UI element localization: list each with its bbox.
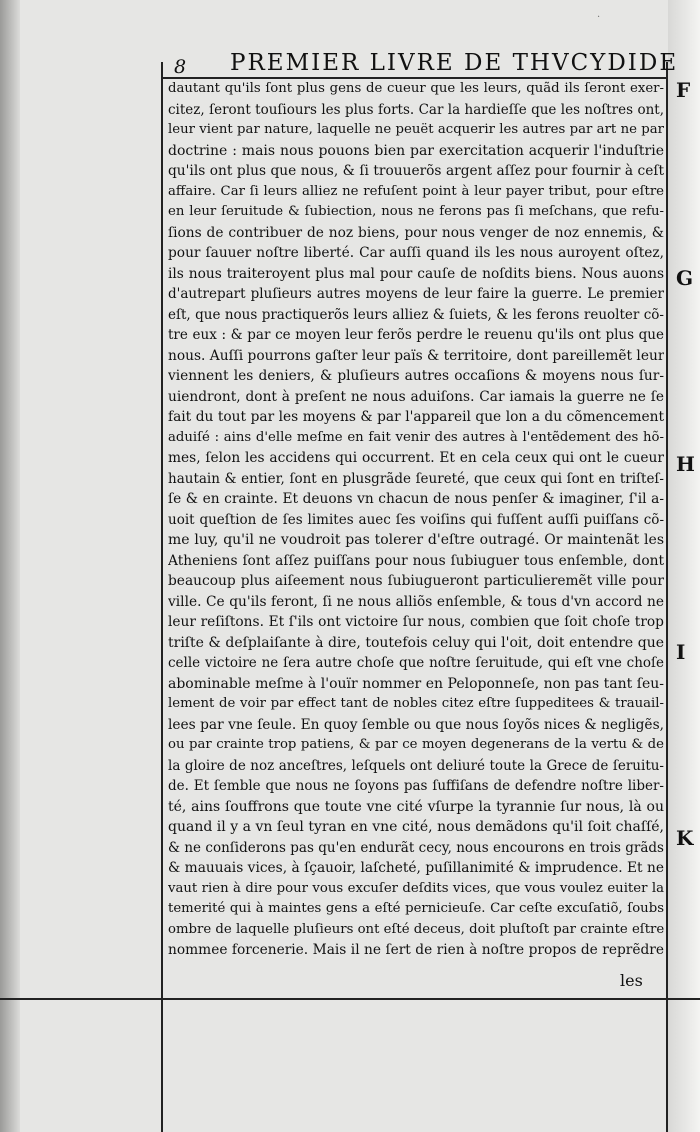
text-line: ou par crainte trop patiens, & par ce moyen degenerans de la vertu & de [168,737,664,752]
text-line: eſt, que nous practiquerõs leurs alliez & ſuiets, & les ferons reuolter cõ- [168,306,664,323]
text-line: leur vient par nature, laquelle ne peuët acquerir les autres par art ne par [168,122,664,137]
text-line: aduiſé : ains d'elle meſme en fait venir des autres à l'entẽdement des hõ- [168,429,664,445]
text-line: uoit queſtion de ſes limites auec ſes voiſins qui fuſſent auſſi puiſſans cõ- [168,511,664,528]
text-line: citez, ſeront touſiours les plus forts. Car la hardieſſe que les noſtres ont, [168,101,664,118]
text-line: d'autrepart pluſieurs autres moyens de leur faire la guerre. Le premier [168,286,664,302]
text-line: celle victoire ne ſera autre choſe que noſtre ſeruitude, qui eſt vne choſe [168,655,664,671]
page-number: 8 [174,56,187,78]
text-line: en leur ſeruitude & ſubiection, nous ne ferons pas ſi meſchans, que refu- [168,204,664,219]
text-line: ſions de contribuer de noz biens, pour nous venger de noz ennemis, & [168,224,664,241]
text-line: fait du tout par les moyens & par l'appareil que lon a du cõmencement [168,409,664,425]
text-line: mes, ſelon les accidens qui occurrent. Et en cela ceux qui ont le cueur [168,450,664,466]
text-line: la gloire de noz anceſtres, leſquels ont deliuré toute la Grece de ſeruitu- [168,757,664,774]
gutter-shadow [0,0,20,1132]
running-title: PREMIER LIVRE DE THVCYDIDE [230,50,679,76]
text-line: nommee forcenerie. Mais il ne ſert de rien à noſtre propos de reprẽdre [168,942,664,958]
text-line: & ne conſiderons pas qu'en endurãt cecy, nous encourons en trois grãds [168,839,664,856]
margin-letter-g: G [676,266,694,290]
text-line: ombre de laquelle pluſieurs ont eſté deceus, doit pluſtoſt par crainte eſtre [168,921,664,937]
text-line: lees par vne ſeule. En quoy ſemble ou que nous ſoyõs nices & negligẽs, [168,716,664,733]
text-line: tre eux : & par ce moyen leur ferõs perdre le reuenu qu'ils ont plus que [168,327,664,343]
page-edge [668,0,700,1132]
text-line: temerité qui à maintes gens a eſté pernicieuſe. Car ceſte excuſatiõ, ſoubs [168,901,664,916]
text-line: viennent les deniers, & pluſieurs autres occaſions & moyens nous ſur- [168,368,664,384]
text-line: ville. Ce qu'ils feront, ſi ne nous alliõs enſemble, & tous d'vn accord ne [168,593,664,610]
text-line: triſte & deſplaiſante à dire, toutefois celuy qui l'oit, doit entendre que [168,634,664,651]
text-line: quand il y a vn ſeul tyran en vne cité, nous demãdons qu'il ſoit chaſſé, [168,819,664,835]
text-line: pour ſauuer noſtre liberté. Car auſſi quand ils les nous auroyent oſtez, [168,245,664,261]
text-line: me luy, qu'il ne voudroit pas tolerer d'eſtre outragé. Or maintenãt les [168,532,664,548]
margin-letter-i: I [676,640,686,664]
body-text [168,79,664,961]
text-line: vaut rien à dire pour vous excuſer deſdits vices, que vous voulez euiter la [168,880,664,896]
text-line: leur reſiſtons. Et ſ'ils ont victoire ſur nous, combien que ſoit choſe trop [168,614,664,630]
text-line: Atheniens ſont aſſez puiſſans pour nous ſubiuguer tous enſemble, dont [168,552,664,569]
catchword: les [620,971,643,990]
text-line: doctrine : mais nous pouons bien par exercitation acquerir l'induſtrie [168,142,664,159]
text-line: de. Et ſemble que nous ne ſoyons pas ſuffiſans de defendre noſtre liber- [168,778,664,794]
ink-speck: · [597,12,601,23]
text-line: qu'ils ont plus que nous, & ſi trouuerõs argent aſſez pour fournir à ceſt [168,163,664,179]
margin-letter-f: F [676,78,691,102]
margin-letter-k: K [676,826,694,850]
left-margin-rule [161,62,163,1132]
text-line: dautant qu'ils ſont plus gens de cueur que les leurs, quãd ils ſeront exer- [168,81,664,96]
text-line: lement de voir par effect tant de nobles citez eſtre ſuppeditees & trauail- [168,696,664,711]
text-line: abominable meſme à l'ouïr nommer en Peloponneſe, non pas tant ſeu- [168,675,664,692]
text-line: beaucoup plus aiſeement nous ſubiugueront particulieremẽt ville pour [168,573,664,589]
text-line: té, ains ſouffrons que toute vne cité vſurpe la tyrannie ſur nous, là ou [168,798,664,815]
margin-letter-h: H [676,452,695,476]
text-line: uiendront, dont à preſent ne nous aduiſons. Car iamais la guerre ne ſe [168,388,664,405]
footer-rule [0,998,700,1000]
text-line: nous. Auſſi pourrons gaſter leur païs & territoire, dont pareillemẽt leur [168,347,664,364]
text-line: ils nous traiteroyent plus mal pour cauſe de noſdits biens. Nous auons [168,265,664,282]
text-line: hautain & entier, ſont en plusgrãde ſeureté, que ceux qui ſont en triſteſ- [168,470,664,487]
right-margin-rule [666,62,668,1132]
text-line: & mauuais vices, à ſçauoir, laſcheté, puſillanimité & imprudence. Et ne [168,860,664,876]
text-line: affaire. Car ſi leurs alliez ne refuſent point à leur payer tribut, pour eſtre [168,183,664,199]
text-line: ſe & en crainte. Et deuons vn chacun de nous penſer & imaginer, ſ'il a- [168,491,664,507]
